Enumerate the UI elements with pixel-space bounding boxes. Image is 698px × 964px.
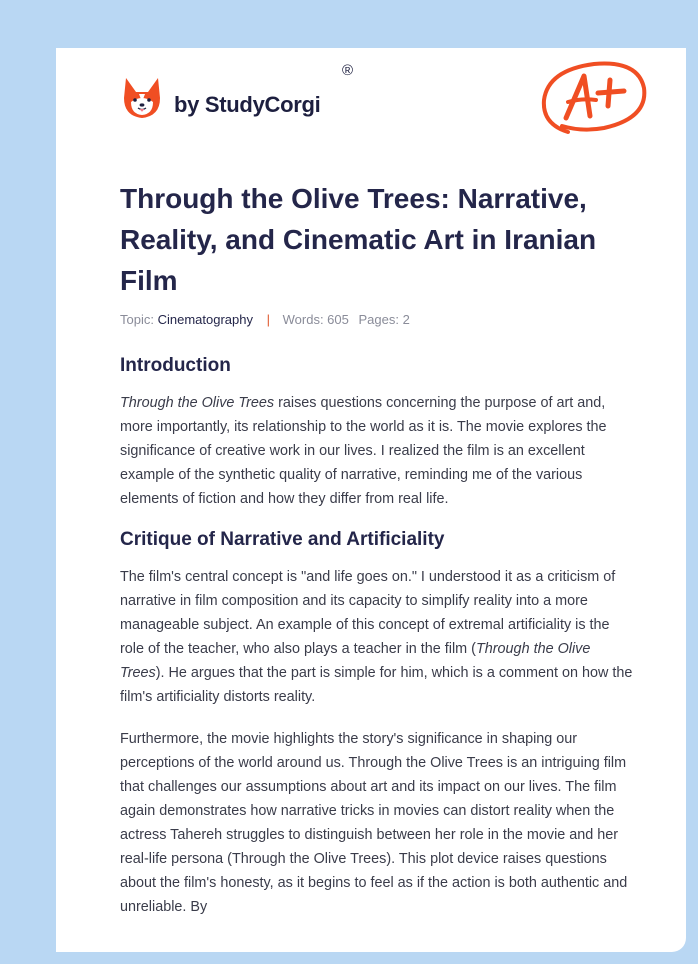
word-count: Words: 605: [282, 312, 349, 327]
intro-paragraph: [120, 391, 636, 511]
section-heading-critique: Critique of Narrative and Artificiality: [120, 529, 445, 550]
film-title-italic: Through the Olive Trees: [120, 395, 275, 411]
article-meta: [120, 312, 410, 327]
film-title-italic: Through the Olive Trees: [120, 641, 591, 681]
paragraph-text: The film's central concept is "and life goes on." I understood it as a criticism of narrative in film composition and its capacity to simplify reality into a more manageable subject. An example of this concept of extremal artificiality is the role of the teacher, who also plays a teacher in the film (: [120, 569, 616, 657]
topic-label: Topic:: [120, 312, 154, 327]
critique-paragraph-1: [120, 565, 636, 709]
brand-name: by StudyCorgi: [174, 92, 321, 117]
a-plus-grade-icon: [538, 58, 650, 140]
section-heading-introduction: Introduction: [120, 355, 231, 376]
page-count: Pages: 2: [358, 312, 410, 327]
brand-logo[interactable]: [122, 76, 320, 122]
article-title: Through the Olive Trees: Narrative, Reality, and Cinematic Art in Iranian Film: [120, 183, 597, 296]
topic-link[interactable]: Cinematography: [157, 312, 253, 327]
paragraph-text: ). He argues that the part is simple for him, which is a comment on how the film's artificiality distorts reality.: [120, 665, 633, 705]
meta-separator: |: [266, 312, 270, 327]
critique-paragraph-2: Furthermore, the movie highlights the story's significance in shaping our perceptions of the world around us. Through the Olive Trees is an intriguing film that challenges our assumptions about art and its impact on our lives. The film again demonstrates how narrative tricks in movies can distort reality when the actress Tahereh struggles to distinguish between her role in the movie and her real-life persona (Through the Olive Trees). This plot device raises questions about the film's honesty, as it begins to feel as if the action is both authentic and unreliable. By: [120, 731, 628, 915]
document-card: [56, 48, 686, 952]
paragraph-text: raises questions concerning the purpose of art and, more importantly, its relationship to the world as it is. The movie explores the significance of creative work in our lives. I realized the film is an excellent example of the synthetic quality of narrative, reminding me of the various elements of fiction and how they differ from real life.: [120, 395, 607, 507]
registered-mark: ®: [342, 62, 354, 79]
corgi-logo-icon: [122, 76, 162, 122]
